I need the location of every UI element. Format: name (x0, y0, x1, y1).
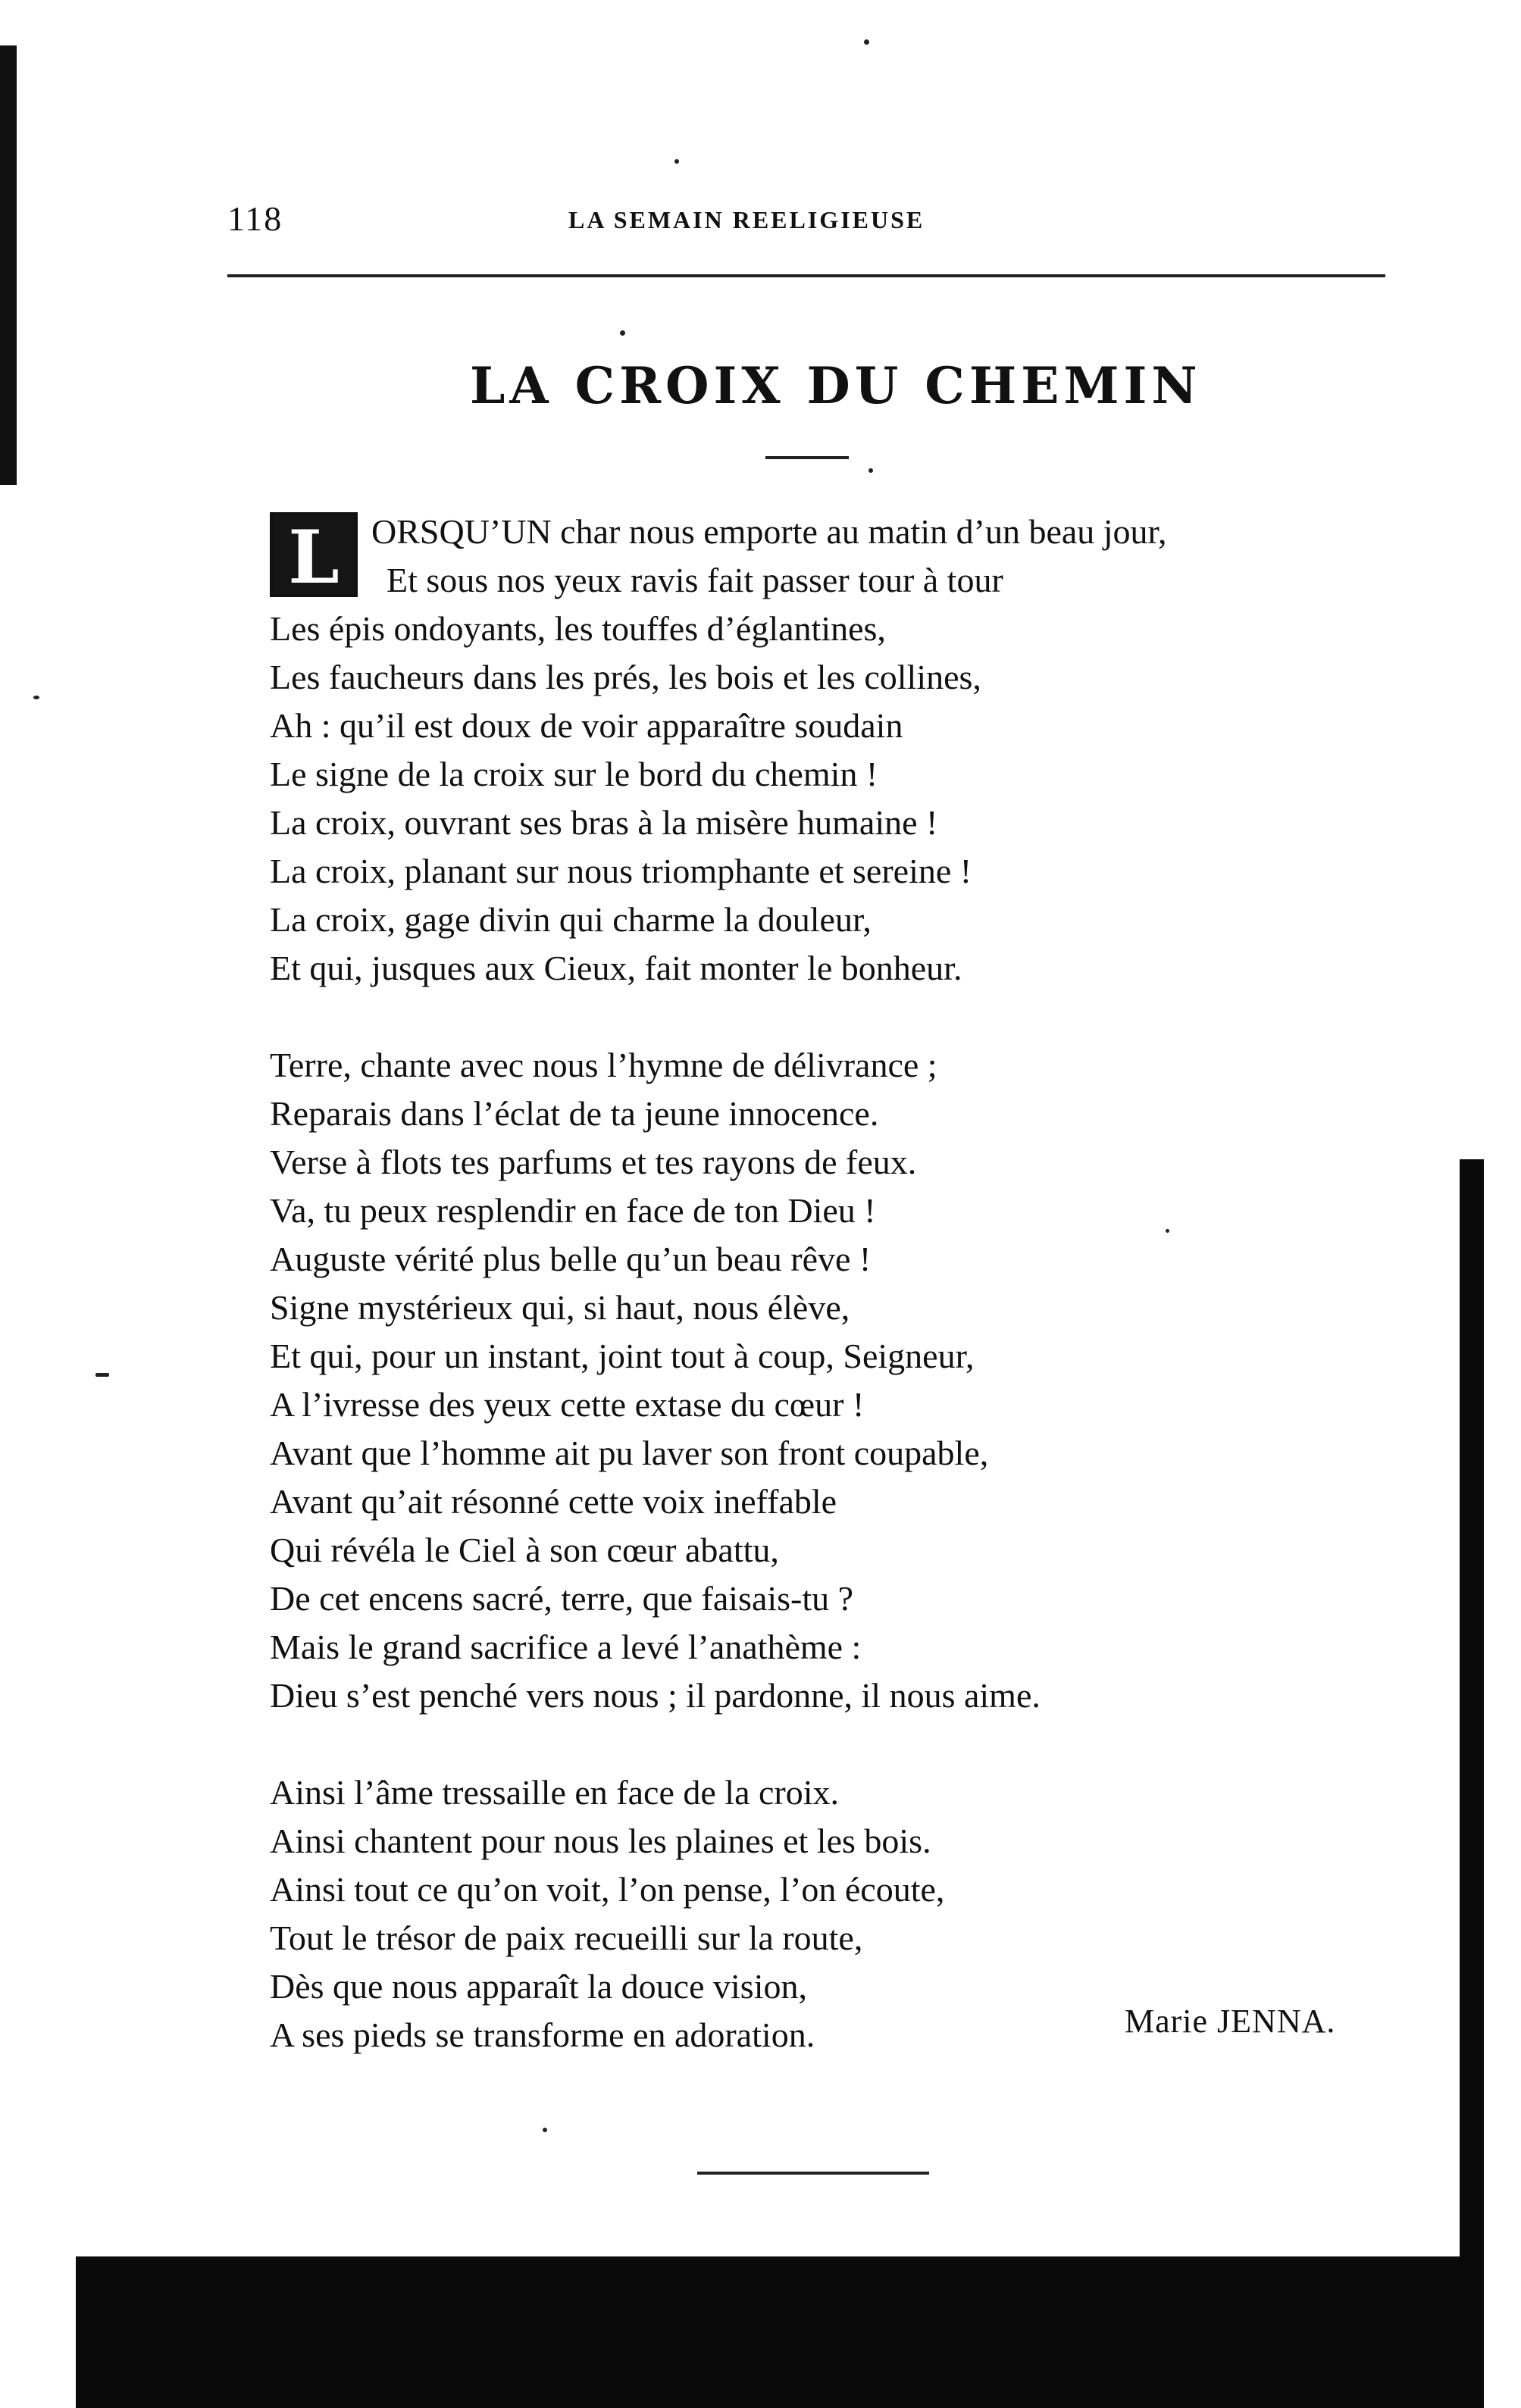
poem-line: Terre, chante avec nous l’hymne de délivrance ; (270, 1046, 937, 1084)
page-number: 118 (227, 199, 283, 238)
poem-line: Reparais dans l’éclat de ta jeune innocence. (270, 1094, 879, 1133)
poem-line: Auguste vérité plus belle qu’un beau rêve ! (270, 1240, 872, 1278)
page-header (227, 199, 1387, 252)
poem-line: Avant que l’homme ait pu laver son front coupable, (270, 1434, 989, 1472)
poem-line: La croix, ouvrant ses bras à la misère humaine ! (270, 803, 938, 842)
scan-shadow-right (1460, 1159, 1484, 2256)
scan-speck (864, 39, 869, 45)
poem-line: Les épis ondoyants, les touffes d’églantines, (270, 609, 886, 648)
poem-line: Ainsi l’âme tressaille en face de la croix. (270, 1773, 840, 1812)
scan-shadow-left (0, 45, 17, 485)
poem-line: Qui révéla le Ciel à son cœur abattu, (270, 1531, 779, 1569)
poem-line: Ainsi chantent pour nous les plaines et les bois. (270, 1822, 931, 1860)
poem-line: Dieu s’est penché vers nous ; il pardonne, il nous aime. (270, 1676, 1041, 1715)
title-rule (765, 456, 849, 459)
scan-speck (33, 696, 39, 699)
poem-line: Mais le grand sacrifice a levé l’anathème : (270, 1628, 862, 1666)
author-signature: Marie JENNA. (1125, 2003, 1336, 2040)
running-title: LA SEMAIN REELIGIEUSE (568, 206, 925, 233)
end-rule (697, 2172, 929, 2175)
header-rule (227, 274, 1385, 277)
poem-line: ORSQU’UN char nous emporte au matin d’un beau jour, (371, 512, 1167, 551)
drop-cap: L (270, 512, 358, 597)
poem-line: Signe mystérieux qui, si haut, nous élève, (270, 1288, 850, 1327)
poem-line: De cet encens sacré, terre, que faisais-tu ? (270, 1579, 854, 1618)
poem-line: Tout le trésor de paix recueilli sur la route, (270, 1919, 863, 1957)
poem-line: Le signe de la croix sur le bord du chemin ! (270, 755, 878, 793)
poem-line: Avant qu’ait résonné cette voix ineffable (270, 1482, 837, 1521)
poem-title: LA CROIX DU CHEMIN (470, 356, 1202, 415)
scan-speck (674, 159, 679, 164)
poem-line: Et sous nos yeux ravis fait passer tour à tour (387, 561, 1003, 599)
poem-line: Va, tu peux resplendir en face de ton Dieu ! (270, 1191, 876, 1230)
poem-line: La croix, gage divin qui charme la douleur, (270, 900, 872, 939)
poem-line: A ses pieds se transforme en adoration. (270, 2016, 815, 2054)
scan-speck (1166, 1229, 1169, 1233)
poem-line: Dès que nous apparaît la douce vision, (270, 1967, 807, 2006)
poem-line: Les faucheurs dans les prés, les bois et les collines, (270, 658, 981, 696)
poem-line: A l’ivresse des yeux cette extase du cœur ! (270, 1385, 865, 1424)
scan-speck (868, 468, 873, 473)
poem-line: Et qui, jusques aux Cieux, fait monter le bonheur. (270, 949, 962, 987)
scan-speck (95, 1373, 109, 1377)
poem-line: Verse à flots tes parfums et tes rayons de feux. (270, 1143, 917, 1181)
poem-line: Ah : qu’il est doux de voir apparaître soudain (270, 706, 903, 745)
scan-speck (620, 330, 625, 336)
scan-shadow-bottom (76, 2256, 1484, 2408)
poem-line: La croix, planant sur nous triomphante et sereine ! (270, 852, 972, 890)
poem-line: Ainsi tout ce qu’on voit, l’on pense, l’on écoute, (270, 1870, 945, 1909)
poem-line: Et qui, pour un instant, joint tout à coup, Seigneur, (270, 1337, 975, 1375)
scan-speck (543, 2128, 547, 2132)
